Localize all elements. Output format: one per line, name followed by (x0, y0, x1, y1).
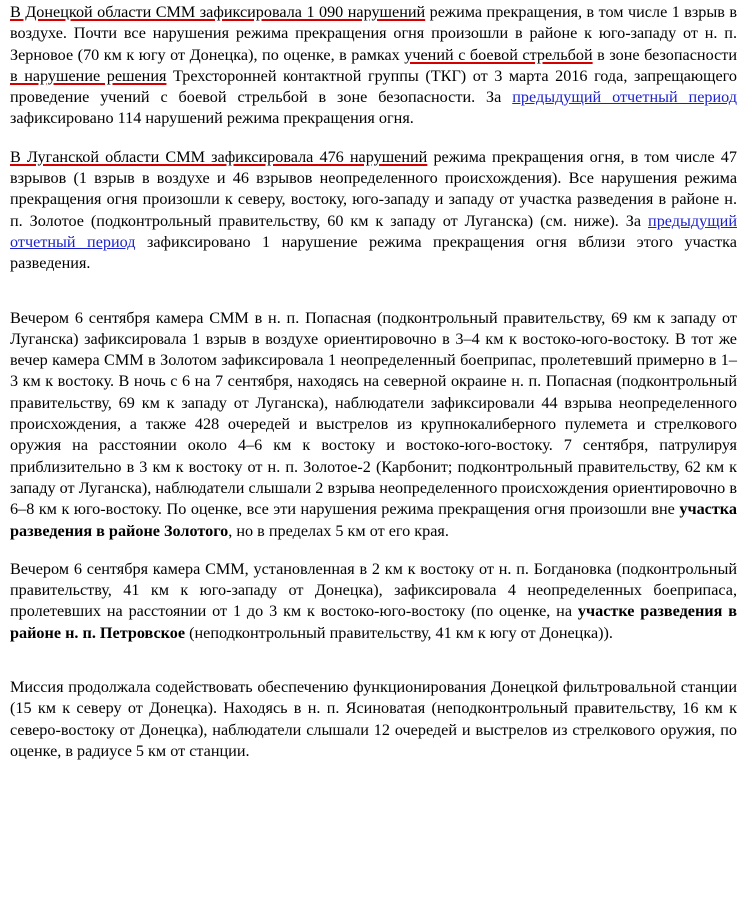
text-segment: зафиксировано 1 нарушение режима прекращения огня вблизи этого участка разведения. (10, 232, 737, 273)
bold-zolote-disengagement-area: участка разведения в районе Золотого (10, 500, 737, 540)
previous-period-link-donetsk[interactable]: предыдущий отчетный период (512, 88, 737, 107)
bold-petrivske-disengagement-area: участке разведения в районе н. п. Петровское (10, 602, 737, 642)
paragraph-donetsk (10, 2, 737, 130)
highlight-donetsk-violations: В Донецкой области СММ зафиксировала 1 090 нарушений (10, 3, 426, 21)
highlight-live-fire-exercises: учений с боевой стрельбой (404, 45, 593, 64)
text-segment: Вечером 6 сентября камера СММ в н. п. Попасная (подконтрольный правительству, 69 км к западу от Луганска) зафиксировала 1 взрыв в воздухе ориентировочно в 3–4 км к востоко-юго-востоку. В тот же вечер камера СММ в Золотом зафиксировала 1 неопределенный боеприпас, пролетевший примерно в 1–3 км к востоку. В ночь с 6 на 7 сентября, находясь на северной окраине н. п. Попасная (подконтрольный правительству, 69 км к западу от Луганска), наблюдатели зафиксировали 44 взрыва неопределенного происхождения, а также 428 очередей и выстрелов из крупнокалиберного пулемета и стрелкового оружия на расстоянии около 4–6 км к востоку и востоко-юго-востоку. 7 сентября, патрулируя приблизительно в 3 км к востоку от н. п. Золотое-2 (Карбонит; подконтрольный правительству, 62 км к западу от Луганска), наблюдатели слышали 2 взрыва неопределенного происхождения ориентировочно в 6–8 км к юго-востоку. По оценке, все эти нарушения режима прекращения огня произошли вне (10, 308, 737, 519)
text-segment: , но в пределах 5 км от его края. (228, 521, 449, 540)
paragraph-filter-station (10, 677, 737, 762)
text-segment: Трехсторонней контактной группы (ТКГ) от 3 марта 2016 года, запрещающего проведение учений с боевой стрельбой в зоне безопасности. За (10, 66, 737, 107)
previous-period-link-luhansk[interactable]: предыдущий отчетный период (10, 211, 737, 251)
paragraph-popasna (10, 308, 737, 542)
paragraph-luhansk (10, 147, 737, 275)
paragraph-bohdanivka (10, 559, 737, 644)
text-segment: в зоне безопасности (592, 45, 737, 64)
text-segment: Вечером 6 сентября камера СММ, установленная в 2 км к востоку от н. п. Богдановка (подконтрольный правительству, 41 км к юго-западу от Донецка), зафиксировала 4 неопределенных боеприпаса, пролетевших на расстоянии от 1 до 3 км к востоко-юго-востоку (по оценке, на (10, 559, 737, 621)
text-segment: режима прекращения огня, в том числе 47 взрывов (1 взрыв в воздухе и 46 взрывов неопределенного происхождения). Все нарушения режима прекращения огня произошли к северу, востоку, юго-западу и западу от участка разведения в районе н. п. Золотое (подконтрольный правительству, 60 км к западу от Луганска) (см. ниже). За (10, 147, 737, 230)
text-segment: зафиксировано 114 нарушений режима прекращения огня. (10, 109, 414, 128)
highlight-violation-of-decision: в нарушение решения (10, 66, 167, 85)
text-segment: (неподконтрольный правительству, 41 км к югу от Донецка)). (185, 623, 613, 642)
report-page (10, 2, 737, 762)
highlight-luhansk-violations: В Луганской области СММ зафиксировала 476 нарушений (10, 147, 428, 166)
text-segment: режима прекращения, в том числе 1 взрыв в воздухе. Почти все нарушения режима прекращения огня произошли в районе к юго-западу от н. п. Зерновое (70 км к югу от Донецка), по оценке, в рамках (10, 3, 737, 64)
text-segment: Миссия продолжала содействовать обеспечению функционирования Донецкой фильтровальной станции (15 км к северу от Донецка). Находясь в н. п. Ясиноватая (неподконтрольный правительству, 16 км к северо-востоку от Донецка), наблюдатели слышали 12 очередей и выстрелов из стрелкового оружия, по оценке, в радиусе 5 км от станции. (10, 678, 737, 760)
